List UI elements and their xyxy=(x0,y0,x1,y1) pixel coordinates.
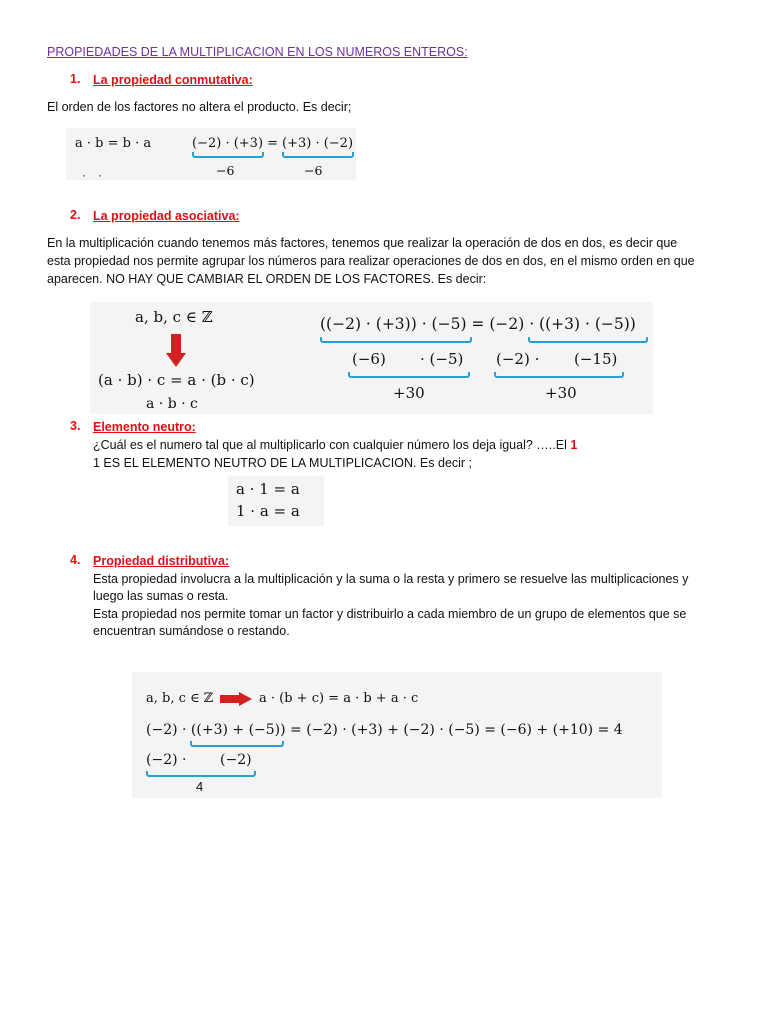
section-1-number: 1. xyxy=(70,72,81,86)
section-3-question: ¿Cuál es el numero tal que al multiplicarlo con cualquier número los deja igual? …..El 1 xyxy=(93,438,578,452)
associative-inner-right-brace xyxy=(528,337,648,343)
page-title: PROPIEDADES DE LA MULTIPLICACION EN LOS NUMEROS ENTEROS: xyxy=(47,45,468,59)
right-arrow-icon xyxy=(220,692,252,706)
commutative-left-brace xyxy=(192,152,264,158)
associative-right-step-b: (−15) xyxy=(574,350,618,368)
section-2-line-2: esta propiedad nos permite agrupar los números para realizar operaciones de dos en dos, en el mismo orden en que xyxy=(47,254,695,268)
associative-left-step-b: · (−5) xyxy=(420,350,464,368)
commutative-left: (−2) · (+3) = xyxy=(192,136,279,151)
associative-general: (a · b) · c = a · (b · c) xyxy=(98,371,255,389)
associative-set: a, b, c ∈ ℤ xyxy=(135,308,213,326)
down-arrow-icon xyxy=(166,334,186,368)
section-4-line-2: luego las sumas o resta. xyxy=(93,589,229,603)
associative-right-result: +30 xyxy=(545,384,577,402)
associative-product: a · b · c xyxy=(146,396,198,412)
distributive-equation: (−2) · ((+3) + (−5)) = (−2) · (+3) + (−2) · (−5) = (−6) + (+10) = 4 xyxy=(146,722,623,738)
associative-left-step-a: (−6) xyxy=(352,350,386,368)
section-4-line-1: Esta propiedad involucra a la multiplicación y la suma o la resta y primero se resuelve las multiplicaciones y xyxy=(93,572,689,586)
dot-mark: · xyxy=(98,168,102,182)
section-3-statement: 1 ES EL ELEMENTO NEUTRO DE LA MULTIPLICACION. Es decir ; xyxy=(93,456,473,470)
section-2-line-3: aparecen. NO HAY QUE CAMBIAR EL ORDEN DE LOS FACTORES. Es decir: xyxy=(47,272,487,286)
section-1-text: El orden de los factores no altera el producto. Es decir; xyxy=(47,100,352,114)
associative-left-brace xyxy=(348,372,470,378)
distributive-inner-brace xyxy=(190,741,284,747)
dot-mark: · xyxy=(82,168,86,182)
associative-equation: ((−2) · (+3)) · (−5) = (−2) · ((+3) · (−5)) xyxy=(320,315,636,333)
commutative-left-result: −6 xyxy=(216,163,235,178)
distributive-step-a: (−2) · xyxy=(146,752,187,768)
commutative-right-result: −6 xyxy=(304,163,323,178)
associative-inner-left-brace xyxy=(320,337,472,343)
commutative-right: (+3) · (−2) xyxy=(282,136,354,151)
neutral-formula-line-1: a · 1 = a xyxy=(236,480,300,498)
commutative-general: a · b = b · a xyxy=(75,136,152,151)
distributive-set: a, b, c ∈ ℤ xyxy=(146,691,214,706)
commutative-right-brace xyxy=(282,152,354,158)
neutral-formula-line-2: 1 · a = a xyxy=(236,502,300,520)
section-1-heading: La propiedad conmutativa: xyxy=(93,73,253,87)
section-3-heading: Elemento neutro: xyxy=(93,420,196,434)
section-4-line-3: Esta propiedad nos permite tomar un factor y distribuirlo a cada miembro de un grupo de elementos que se xyxy=(93,607,687,621)
section-2-line-1: En la multiplicación cuando tenemos más factores, tenemos que realizar la operación de dos en dos, es decir que xyxy=(47,236,678,250)
section-3-number: 3. xyxy=(70,419,81,433)
distributive-result: 4 xyxy=(196,779,204,794)
associative-right-brace xyxy=(494,372,624,378)
section-3-answer: 1 xyxy=(570,438,578,452)
distributive-general: a · (b + c) = a · b + a · c xyxy=(259,691,419,706)
section-2-heading: La propiedad asociativa: xyxy=(93,209,240,223)
section-2-number: 2. xyxy=(70,208,81,222)
distributive-step-b: (−2) xyxy=(220,752,252,768)
associative-left-result: +30 xyxy=(393,384,425,402)
distributive-brace xyxy=(146,771,256,777)
section-4-line-4: encuentran sumándose o restando. xyxy=(93,624,290,638)
associative-right-step-a: (−2) · xyxy=(496,350,540,368)
section-4-number: 4. xyxy=(70,553,81,567)
section-4-heading: Propiedad distributiva: xyxy=(93,554,230,568)
